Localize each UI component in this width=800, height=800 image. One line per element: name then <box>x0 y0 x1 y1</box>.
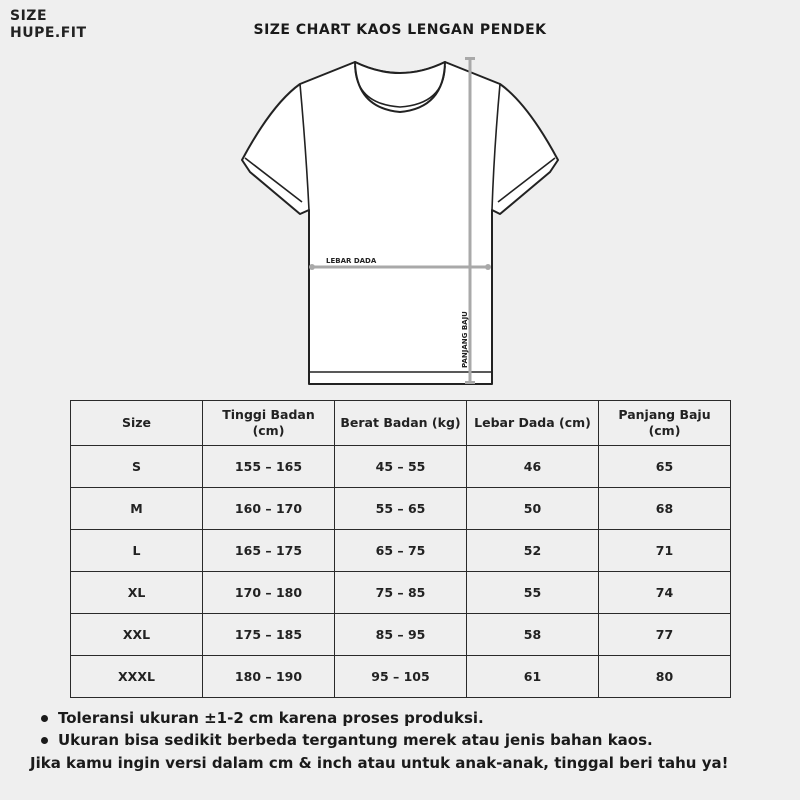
cell-size: XXL <box>71 614 203 656</box>
cell-chest: 55 <box>467 572 599 614</box>
cell-size: XXXL <box>71 656 203 698</box>
cell-length: 74 <box>599 572 731 614</box>
cell-size: XL <box>71 572 203 614</box>
size-chart-table <box>70 400 731 698</box>
notes-list <box>38 707 653 751</box>
header-chest-width: Lebar Dada (cm) <box>467 401 599 446</box>
header-length: Panjang Baju (cm) <box>599 401 731 446</box>
cell-length: 71 <box>599 530 731 572</box>
header-size: Size <box>71 401 203 446</box>
table-row <box>71 530 731 572</box>
tshirt-diagram <box>236 52 566 392</box>
cell-size: L <box>71 530 203 572</box>
cell-chest: 61 <box>467 656 599 698</box>
cell-chest: 50 <box>467 488 599 530</box>
header-weight: Berat Badan (kg) <box>335 401 467 446</box>
cell-weight: 95 – 105 <box>335 656 467 698</box>
cell-size: S <box>71 446 203 488</box>
note-tolerance: Toleransi ukuran ±1-2 cm karena proses produksi. <box>38 707 653 729</box>
cell-height: 155 – 165 <box>203 446 335 488</box>
table-row <box>71 656 731 698</box>
logo-line-1: SIZE <box>10 8 48 24</box>
note-brand-variation: Ukuran bisa sedikit berbeda tergantung merek atau jenis bahan kaos. <box>38 729 653 751</box>
cell-chest: 58 <box>467 614 599 656</box>
footer-note: Jika kamu ingin versi dalam cm & inch atau untuk anak-anak, tinggal beri tahu ya! <box>30 754 729 772</box>
length-label: PANJANG BAJU <box>461 311 469 368</box>
cell-weight: 75 – 85 <box>335 572 467 614</box>
cell-height: 170 – 180 <box>203 572 335 614</box>
table-row <box>71 488 731 530</box>
cell-chest: 46 <box>467 446 599 488</box>
table-row <box>71 614 731 656</box>
cell-weight: 55 – 65 <box>335 488 467 530</box>
page-title: SIZE CHART KAOS LENGAN PENDEK <box>253 22 547 38</box>
table-row <box>71 572 731 614</box>
cell-length: 80 <box>599 656 731 698</box>
cell-height: 160 – 170 <box>203 488 335 530</box>
cell-length: 68 <box>599 488 731 530</box>
cell-height: 175 – 185 <box>203 614 335 656</box>
cell-chest: 52 <box>467 530 599 572</box>
cell-height: 180 – 190 <box>203 656 335 698</box>
cell-weight: 45 – 55 <box>335 446 467 488</box>
table-header-row <box>71 401 731 446</box>
chest-width-label: LEBAR DADA <box>326 257 377 265</box>
header-height: Tinggi Badan (cm) <box>203 401 335 446</box>
cell-weight: 85 – 95 <box>335 614 467 656</box>
cell-size: M <box>71 488 203 530</box>
cell-weight: 65 – 75 <box>335 530 467 572</box>
logo-line-2: HUPE.FIT <box>10 25 87 41</box>
cell-height: 165 – 175 <box>203 530 335 572</box>
cell-length: 77 <box>599 614 731 656</box>
table-row <box>71 446 731 488</box>
cell-length: 65 <box>599 446 731 488</box>
